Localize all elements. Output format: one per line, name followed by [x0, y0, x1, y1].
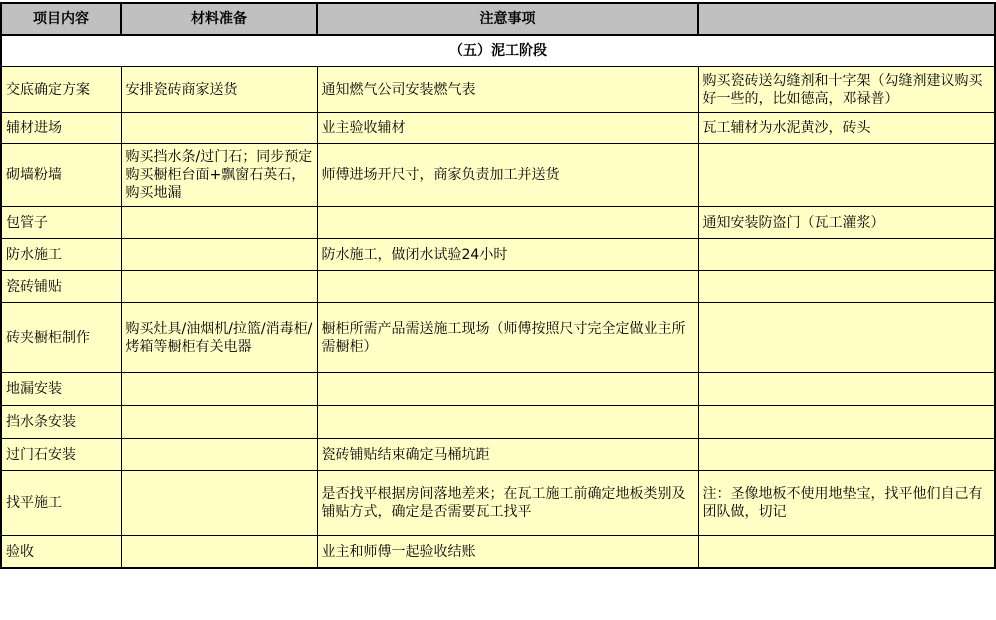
header-remark[interactable]	[698, 3, 995, 35]
cell-remark[interactable]	[698, 303, 995, 373]
cell-material[interactable]	[121, 239, 317, 271]
cell-material[interactable]	[121, 439, 317, 471]
cell-item[interactable]: 找平施工	[1, 471, 121, 536]
cell-remark[interactable]	[698, 144, 995, 207]
cell-material[interactable]	[121, 536, 317, 569]
cell-remark[interactable]	[698, 271, 995, 303]
cell-material[interactable]: 安排瓷砖商家送货	[121, 67, 317, 113]
cell-item[interactable]: 地漏安装	[1, 373, 121, 406]
header-material[interactable]: 材料准备	[121, 3, 317, 35]
table-row	[1, 536, 995, 569]
cell-remark[interactable]	[698, 239, 995, 271]
cell-material[interactable]	[121, 373, 317, 406]
table-row	[1, 67, 995, 113]
table-row	[1, 439, 995, 471]
cell-item[interactable]: 包管子	[1, 207, 121, 239]
cell-remark[interactable]	[698, 406, 995, 439]
cell-item[interactable]: 防水施工	[1, 239, 121, 271]
table-row	[1, 471, 995, 536]
table-row	[1, 406, 995, 439]
construction-table	[0, 2, 996, 569]
cell-notice[interactable]: 师傅进场开尺寸，商家负责加工并送货	[317, 144, 698, 207]
cell-remark[interactable]: 注：圣像地板不使用地垫宝，找平他们自己有团队做，切记	[698, 471, 995, 536]
cell-remark[interactable]: 瓦工辅材为水泥黄沙，砖头	[698, 113, 995, 144]
cell-item[interactable]: 验收	[1, 536, 121, 569]
cell-remark[interactable]	[698, 536, 995, 569]
table-row	[1, 303, 995, 373]
cell-remark[interactable]: 购买瓷砖送勾缝剂和十字架（勾缝剂建议购买好一些的，比如德高，邓禄普）	[698, 67, 995, 113]
cell-notice[interactable]: 瓷砖铺贴结束确定马桶坑距	[317, 439, 698, 471]
section-row	[1, 35, 995, 67]
cell-material[interactable]	[121, 207, 317, 239]
cell-remark[interactable]	[698, 439, 995, 471]
table-row	[1, 373, 995, 406]
cell-material[interactable]	[121, 271, 317, 303]
cell-notice[interactable]	[317, 207, 698, 239]
cell-notice[interactable]	[317, 373, 698, 406]
section-title[interactable]: （五）泥工阶段	[1, 35, 995, 67]
cell-notice[interactable]: 业主验收辅材	[317, 113, 698, 144]
cell-notice[interactable]	[317, 406, 698, 439]
cell-remark[interactable]	[698, 373, 995, 406]
cell-item[interactable]: 瓷砖铺贴	[1, 271, 121, 303]
cell-material[interactable]: 购买灶具/油烟机/拉篮/消毒柜/烤箱等橱柜有关电器	[121, 303, 317, 373]
cell-item[interactable]: 过门石安装	[1, 439, 121, 471]
table-row	[1, 144, 995, 207]
cell-notice[interactable]: 防水施工，做闭水试验24小时	[317, 239, 698, 271]
table-row	[1, 271, 995, 303]
cell-notice[interactable]: 通知燃气公司安装燃气表	[317, 67, 698, 113]
cell-item[interactable]: 辅材进场	[1, 113, 121, 144]
table-row	[1, 239, 995, 271]
header-row	[1, 3, 995, 35]
header-notice[interactable]: 注意事项	[317, 3, 698, 35]
header-item[interactable]: 项目内容	[1, 3, 121, 35]
cell-material[interactable]	[121, 471, 317, 536]
cell-item[interactable]: 砌墙粉墙	[1, 144, 121, 207]
cell-item[interactable]: 交底确定方案	[1, 67, 121, 113]
table-row	[1, 113, 995, 144]
cell-notice[interactable]: 业主和师傅一起验收结账	[317, 536, 698, 569]
cell-remark[interactable]: 通知安装防盗门（瓦工灌浆）	[698, 207, 995, 239]
table-row	[1, 207, 995, 239]
cell-item[interactable]: 挡水条安装	[1, 406, 121, 439]
cell-material[interactable]: 购买挡水条/过门石；同步预定购买橱柜台面+飘窗石英石，购买地漏	[121, 144, 317, 207]
cell-material[interactable]	[121, 406, 317, 439]
cell-material[interactable]	[121, 113, 317, 144]
cell-notice[interactable]: 橱柜所需产品需送施工现场（师傅按照尺寸完全定做业主所需橱柜）	[317, 303, 698, 373]
cell-notice[interactable]	[317, 271, 698, 303]
cell-notice[interactable]: 是否找平根据房间落地差来；在瓦工施工前确定地板类别及铺贴方式，确定是否需要瓦工找平	[317, 471, 698, 536]
cell-item[interactable]: 砖夹橱柜制作	[1, 303, 121, 373]
